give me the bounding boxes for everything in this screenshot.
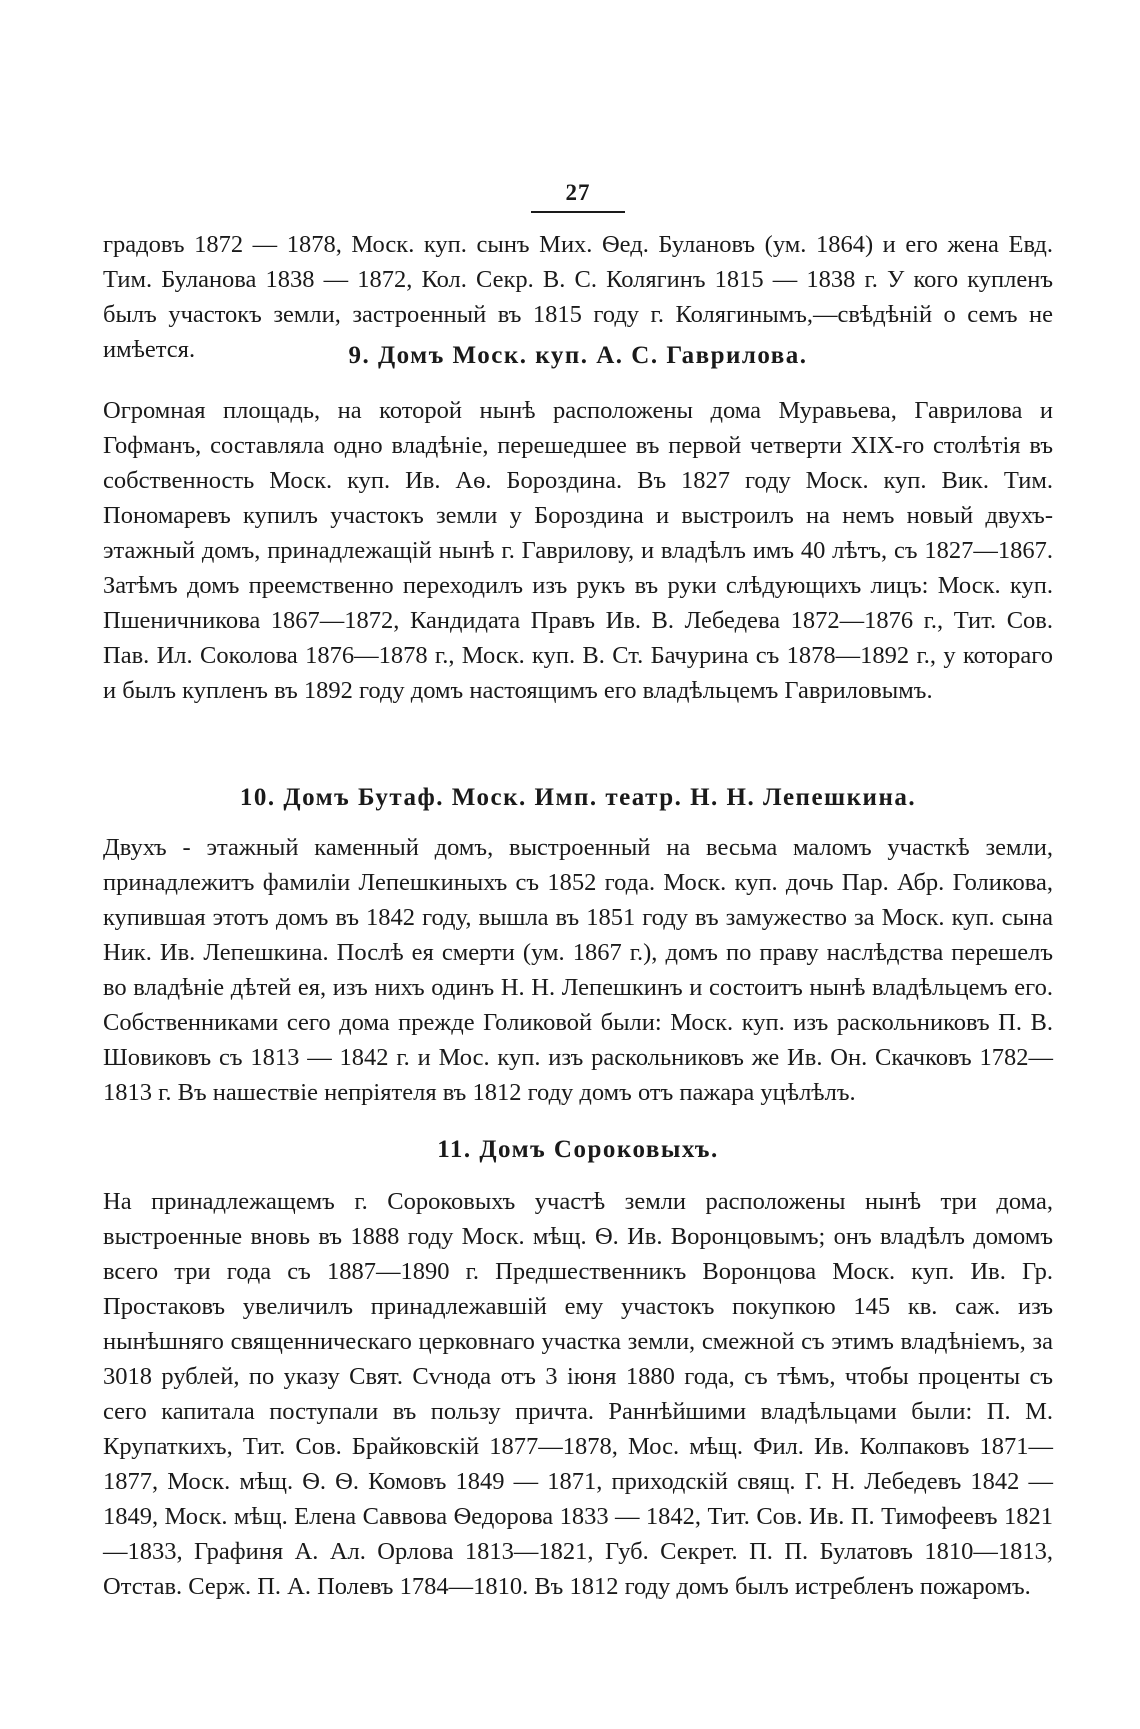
page-number-underline [531,211,625,213]
section-11-paragraph: На принадлежащемъ г. Сороковыхъ участѣ земли расположены нынѣ три дома, выстроенные вновь въ 1888 году Моск. мѣщ. Ѳ. Ив. Воронцовымъ; онъ владѣлъ домомъ всего три года съ 1887—1890 г. Предшественникъ Воронцова Моск. куп. Ив. Гр. Простаковъ увеличилъ принадлежавшій ему участокъ покупкою 145 кв. саж. изъ нынѣшняго священническаго церковнаго участка земли, смежной съ этимъ владѣніемъ, за 3018 рублей, по указу Свят. Сѵнода отъ 3 іюня 1880 года, съ тѣмъ, чтобы проценты съ сего капитала поступали въ пользу причта. Раннѣйшими владѣльцами были: П. М. Крупаткихъ, Тит. Сов. Брайковскій 1877—1878, Мос. мѣщ. Фил. Ив. Колпаковъ 1871—1877, Моск. мѣщ. Ѳ. Ѳ. Комовъ 1849 — 1871, приходскій свящ. Г. Н. Лебедевъ 1842 — 1849, Моск. мѣщ. Елена Саввова Ѳедорова 1833 — 1842, Тит. Сов. Ив. П. Тимофеевъ 1821—1833, Графиня А. Ал. Орлова 1813—1821, Губ. Секрет. П. П. Булатовъ 1810—1813, Отстав. Серж. П. А. Полевъ 1784—1810. Въ 1812 году домъ былъ истребленъ пожаромъ. [103,1188,1053,1600]
page-number: 27 [565,180,591,205]
section-9-paragraph: Огромная площадь, на которой нынѣ расположены дома Муравьева, Гаврилова и Гофманъ, составляла одно владѣніе, перешедшее въ первой четверти XIX-го столѣтія въ собственность Моск. куп. Ив. Аѳ. Бороздина. Въ 1827 году Моск. куп. Вик. Тим. Пономаревъ купилъ участокъ земли у Бороздина и выстроилъ на немъ новый двухъ-этажный домъ, принадлежащій нынѣ г. Гаврилову, и владѣлъ имъ 40 лѣтъ, съ 1827—1867. Затѣмъ домъ преемственно переходилъ изъ рукъ въ руки слѣдующихъ лицъ: Моск. куп. Пшеничникова 1867—1872, Кандидата Правъ Ив. В. Лебедева 1872—1876 г., Тит. Сов. Пав. Ил. Соколова 1876—1878 г., Моск. куп. В. Ст. Бачурина съ 1878—1892 г., у котораго и былъ купленъ въ 1892 году домъ настоящимъ его владѣльцемъ Гавриловымъ. [103,397,1053,704]
section-11-heading: 11. Домъ Сороковыхъ. [437,1136,719,1163]
section-10-heading: 10. Домъ Бутаф. Моск. Имп. театр. Н. Н. Лепешкина. [239,784,917,811]
section-10-paragraph: Двухъ - этажный каменный домъ, выстроенный на весьма маломъ участкѣ земли, принадлежитъ фамиліи Лепешкиныхъ съ 1852 года. Моск. куп. дочь Пар. Абр. Голикова, купившая этотъ домъ въ 1842 году, вышла въ 1851 году въ замужество за Моск. куп. сына Ник. Ив. Лепешкина. Послѣ ея смерти (ум. 1867 г.), домъ по праву наслѣдства перешелъ во владѣніе дѣтей ея, изъ нихъ одинъ Н. Н. Лепешкинъ и состоитъ нынѣ владѣльцемъ его. Собственниками сего дома прежде Голиковой были: Моск. куп. изъ раскольниковъ П. В. Шовиковъ съ 1813 — 1842 г. и Мос. куп. изъ раскольниковъ же Ив. Он. Скачковъ 1782—1813 г. Въ нашествіе непріятеля въ 1812 году домъ отъ пажара уцѣлѣлъ. [103,834,1053,1106]
document-page [103,0,1053,1729]
intro-paragraph: градовъ 1872 — 1878, Моск. куп. сынъ Мих. Ѳед. Булановъ (ум. 1864) и его жена Евд. Тим. Буланова 1838 — 1872, Кол. Секр. В. С. Колягинъ 1815 — 1838 г. У кого купленъ былъ участокъ земли, застроенный въ 1815 году г. Колягинымъ,—свѣдѣній о семъ не имѣется. [103,231,1053,363]
section-9-heading: 9. Домъ Моск. куп. А. С. Гаврилова. [348,342,808,369]
